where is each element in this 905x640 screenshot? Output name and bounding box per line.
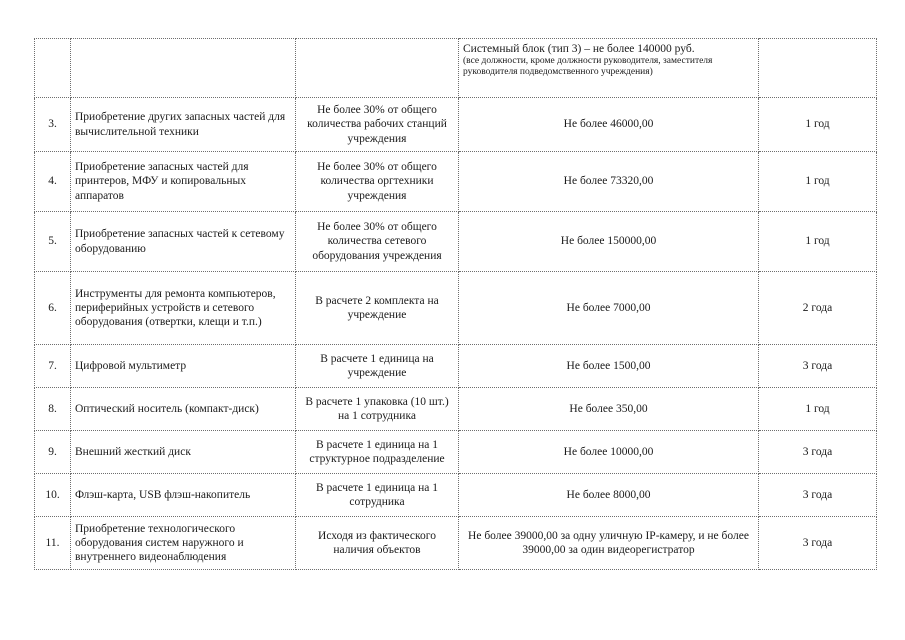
- row-number: 7.: [35, 345, 71, 388]
- item-term: 1 год: [759, 98, 877, 152]
- item-quantity: В расчете 1 упаковка (10 шт.) на 1 сотрудника: [296, 388, 459, 431]
- item-term: 3 года: [759, 474, 877, 517]
- item-name-cell: [71, 39, 296, 98]
- row-number-cell: [35, 39, 71, 98]
- table-row: [35, 152, 877, 212]
- item-quantity: Не более 30% от общего количества рабочих станций учреждения: [296, 98, 459, 152]
- table-row-continuation: [35, 39, 877, 98]
- item-quantity: В расчете 1 единица на учреждение: [296, 345, 459, 388]
- item-term: 3 года: [759, 517, 877, 570]
- item-quantity: В расчете 1 единица на 1 сотрудника: [296, 474, 459, 517]
- row-number: 10.: [35, 474, 71, 517]
- table-row: [35, 272, 877, 345]
- item-name: Приобретение других запасных частей для вычислительной техники: [71, 98, 296, 152]
- row-number: 9.: [35, 431, 71, 474]
- row-number: 5.: [35, 212, 71, 272]
- price-cell: [459, 39, 759, 98]
- item-name: Инструменты для ремонта компьютеров, периферийных устройств и сетевого оборудования (отвертки, клещи и т.п.): [71, 272, 296, 345]
- price-main-text: Системный блок (тип 3) – не более 140000 руб.: [463, 43, 695, 55]
- item-price: Не более 73320,00: [459, 152, 759, 212]
- item-name: Приобретение запасных частей для принтеров, МФУ и копировальных аппаратов: [71, 152, 296, 212]
- item-quantity: Не более 30% от общего количества сетевого оборудования учреждения: [296, 212, 459, 272]
- row-number: 3.: [35, 98, 71, 152]
- row-number: 6.: [35, 272, 71, 345]
- price-note-text: (все должности, кроме должности руководителя, заместителя руководителя подведомственного учреждения): [463, 56, 713, 78]
- item-term: 3 года: [759, 431, 877, 474]
- table-row: [35, 517, 877, 570]
- table-row: [35, 345, 877, 388]
- item-price: Не более 10000,00: [459, 431, 759, 474]
- item-term: 1 год: [759, 152, 877, 212]
- item-price: Не более 39000,00 за одну уличную IP-камеру, и не более 39000,00 за один видеорегистратор: [459, 517, 759, 570]
- item-price: Не более 150000,00: [459, 212, 759, 272]
- item-price: Не более 350,00: [459, 388, 759, 431]
- item-term: 1 год: [759, 212, 877, 272]
- item-price: Не более 8000,00: [459, 474, 759, 517]
- item-name: Приобретение технологического оборудования систем наружного и внутреннего видеонаблюдения: [71, 517, 296, 570]
- item-price: Не более 7000,00: [459, 272, 759, 345]
- row-number: 11.: [35, 517, 71, 570]
- item-quantity: В расчете 1 единица на 1 структурное подразделение: [296, 431, 459, 474]
- item-name: Приобретение запасных частей к сетевому оборудованию: [71, 212, 296, 272]
- item-quantity: В расчете 2 комплекта на учреждение: [296, 272, 459, 345]
- table-row: [35, 431, 877, 474]
- item-quantity: Исходя из фактического наличия объектов: [296, 517, 459, 570]
- row-number: 8.: [35, 388, 71, 431]
- item-name: Флэш-карта, USB флэш-накопитель: [71, 474, 296, 517]
- norms-table: [34, 38, 877, 570]
- item-price: Не более 46000,00: [459, 98, 759, 152]
- table-row: [35, 474, 877, 517]
- item-price: Не более 1500,00: [459, 345, 759, 388]
- term-cell: [759, 39, 877, 98]
- table-row: [35, 212, 877, 272]
- item-term: 3 года: [759, 345, 877, 388]
- item-name: Внешний жесткий диск: [71, 431, 296, 474]
- item-term: 2 года: [759, 272, 877, 345]
- item-quantity: Не более 30% от общего количества оргтехники учреждения: [296, 152, 459, 212]
- table-row: [35, 388, 877, 431]
- item-name: Цифровой мультиметр: [71, 345, 296, 388]
- quantity-cell: [296, 39, 459, 98]
- item-term: 1 год: [759, 388, 877, 431]
- item-name: Оптический носитель (компакт-диск): [71, 388, 296, 431]
- table-row: [35, 98, 877, 152]
- row-number: 4.: [35, 152, 71, 212]
